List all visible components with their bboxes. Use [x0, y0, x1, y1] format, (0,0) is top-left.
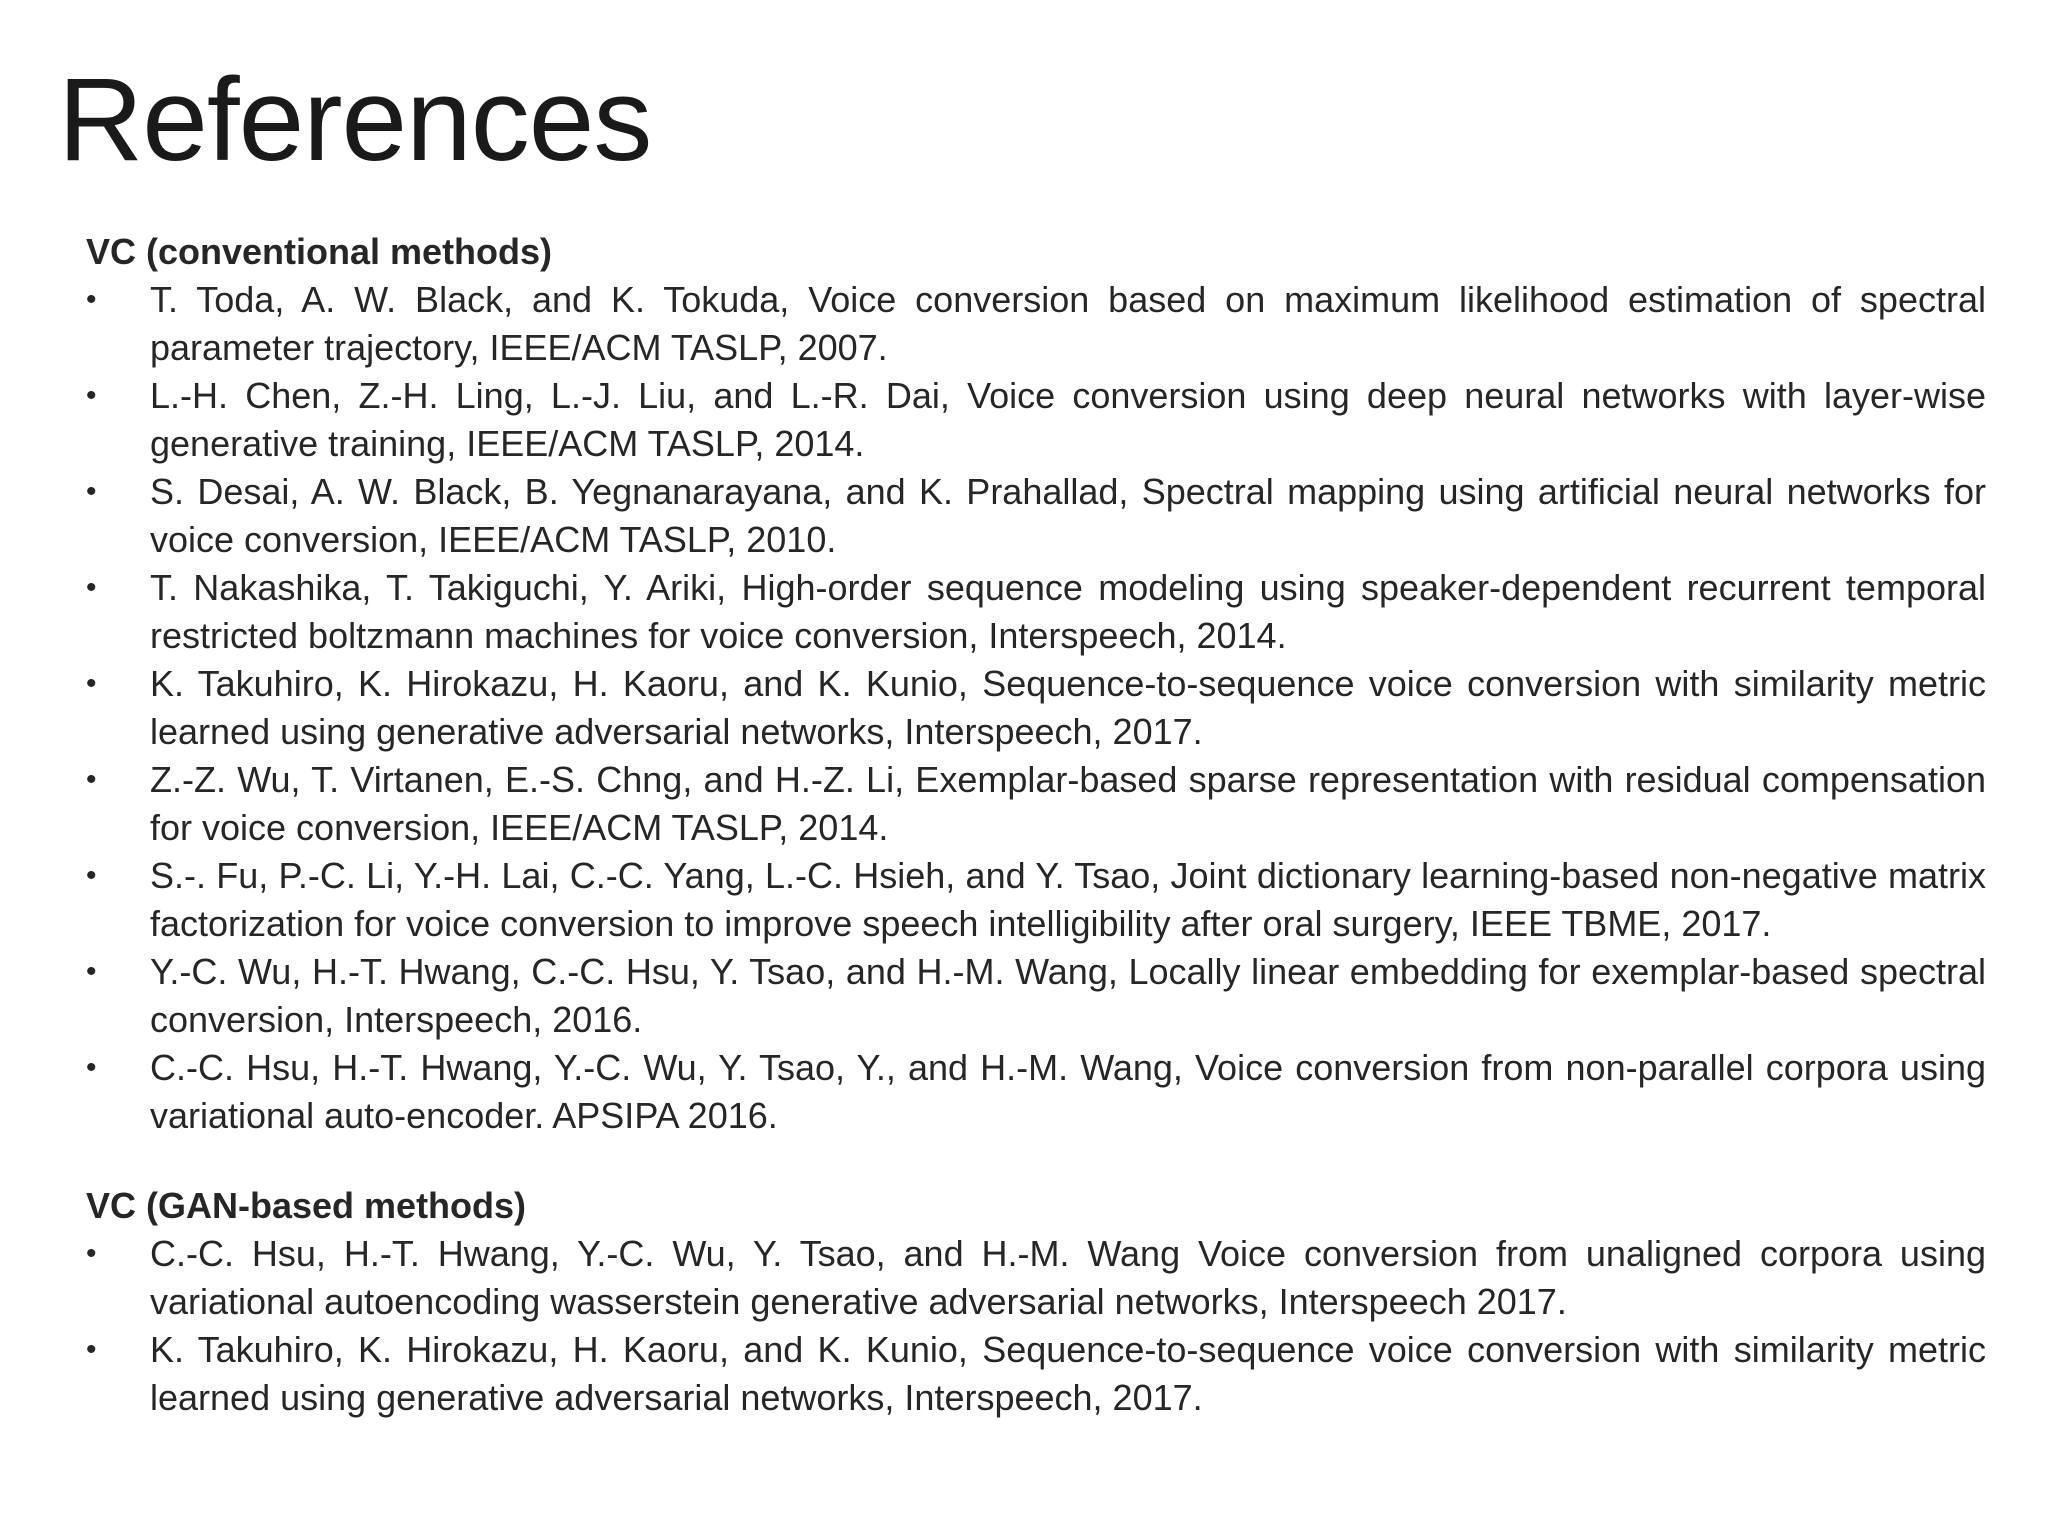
bullet-icon: •	[86, 955, 97, 988]
reference-text: T. Nakashika, T. Takiguchi, Y. Ariki, High-order sequence modeling using speaker-dependent recurrent temporal restricted boltzmann machines for voice conversion, Interspeech, 2014.	[150, 567, 1986, 656]
section-spacer	[86, 1140, 1986, 1182]
bullet-icon: •	[86, 1051, 97, 1084]
bullet-icon: •	[86, 379, 97, 412]
reference-item	[86, 756, 1986, 852]
bullet-icon: •	[86, 667, 97, 700]
reference-text: C.-C. Hsu, H.-T. Hwang, Y.-C. Wu, Y. Tsao, Y., and H.-M. Wang, Voice conversion from non-parallel corpora using variational auto-encoder. APSIPA 2016.	[150, 1047, 1986, 1136]
reference-text: K. Takuhiro, K. Hirokazu, H. Kaoru, and K. Kunio, Sequence-to-sequence voice conversion with similarity metric learned using generative adversarial networks, Interspeech, 2017.	[150, 663, 1986, 752]
reference-item	[86, 948, 1986, 1044]
reference-list-gan	[86, 1230, 1986, 1422]
reference-text: Y.-C. Wu, H.-T. Hwang, C.-C. Hsu, Y. Tsao, and H.-M. Wang, Locally linear embedding for exemplar-based spectral conversion, Interspeech, 2016.	[150, 951, 1986, 1040]
reference-item	[86, 468, 1986, 564]
reference-item	[86, 660, 1986, 756]
bullet-icon: •	[86, 1333, 97, 1366]
reference-item	[86, 1230, 1986, 1326]
reference-list-conventional	[86, 276, 1986, 1140]
reference-item	[86, 1326, 1986, 1422]
references-content	[86, 228, 1986, 1422]
reference-item	[86, 852, 1986, 948]
reference-text: C.-C. Hsu, H.-T. Hwang, Y.-C. Wu, Y. Tsao, and H.-M. Wang Voice conversion from unaligned corpora using variational autoencoding wasserstein generative adversarial networks, Interspeech 2017.	[150, 1233, 1986, 1322]
reference-item	[86, 564, 1986, 660]
reference-text: S. Desai, A. W. Black, B. Yegnanarayana, and K. Prahallad, Spectral mapping using artificial neural networks for voice conversion, IEEE/ACM TASLP, 2010.	[150, 471, 1986, 560]
bullet-icon: •	[86, 763, 97, 796]
bullet-icon: •	[86, 859, 97, 892]
reference-text: S.-. Fu, P.-C. Li, Y.-H. Lai, C.-C. Yang, L.-C. Hsieh, and Y. Tsao, Joint dictionary learning-based non-negative matrix factorization for voice conversion to improve speech intelligibility after oral surgery, IEEE TBME, 2017.	[150, 855, 1986, 944]
reference-item	[86, 372, 1986, 468]
bullet-icon: •	[86, 475, 97, 508]
section-heading-conventional: VC (conventional methods)	[86, 231, 553, 272]
reference-text: Z.-Z. Wu, T. Virtanen, E.-S. Chng, and H.-Z. Li, Exemplar-based sparse representation with residual compensation for voice conversion, IEEE/ACM TASLP, 2014.	[150, 759, 1986, 848]
reference-item	[86, 276, 1986, 372]
bullet-icon: •	[86, 1237, 97, 1270]
reference-text: T. Toda, A. W. Black, and K. Tokuda, Voice conversion based on maximum likelihood estimation of spectral parameter trajectory, IEEE/ACM TASLP, 2007.	[150, 279, 1986, 368]
bullet-icon: •	[86, 571, 97, 604]
reference-text: L.-H. Chen, Z.-H. Ling, L.-J. Liu, and L.-R. Dai, Voice conversion using deep neural networks with layer-wise generative training, IEEE/ACM TASLP, 2014.	[150, 375, 1986, 464]
slide-title: References	[58, 54, 652, 186]
reference-item	[86, 1044, 1986, 1140]
bullet-icon: •	[86, 283, 97, 316]
reference-text: K. Takuhiro, K. Hirokazu, H. Kaoru, and K. Kunio, Sequence-to-sequence voice conversion with similarity metric learned using generative adversarial networks, Interspeech, 2017.	[150, 1329, 1986, 1418]
section-heading-gan: VC (GAN-based methods)	[86, 1185, 527, 1226]
